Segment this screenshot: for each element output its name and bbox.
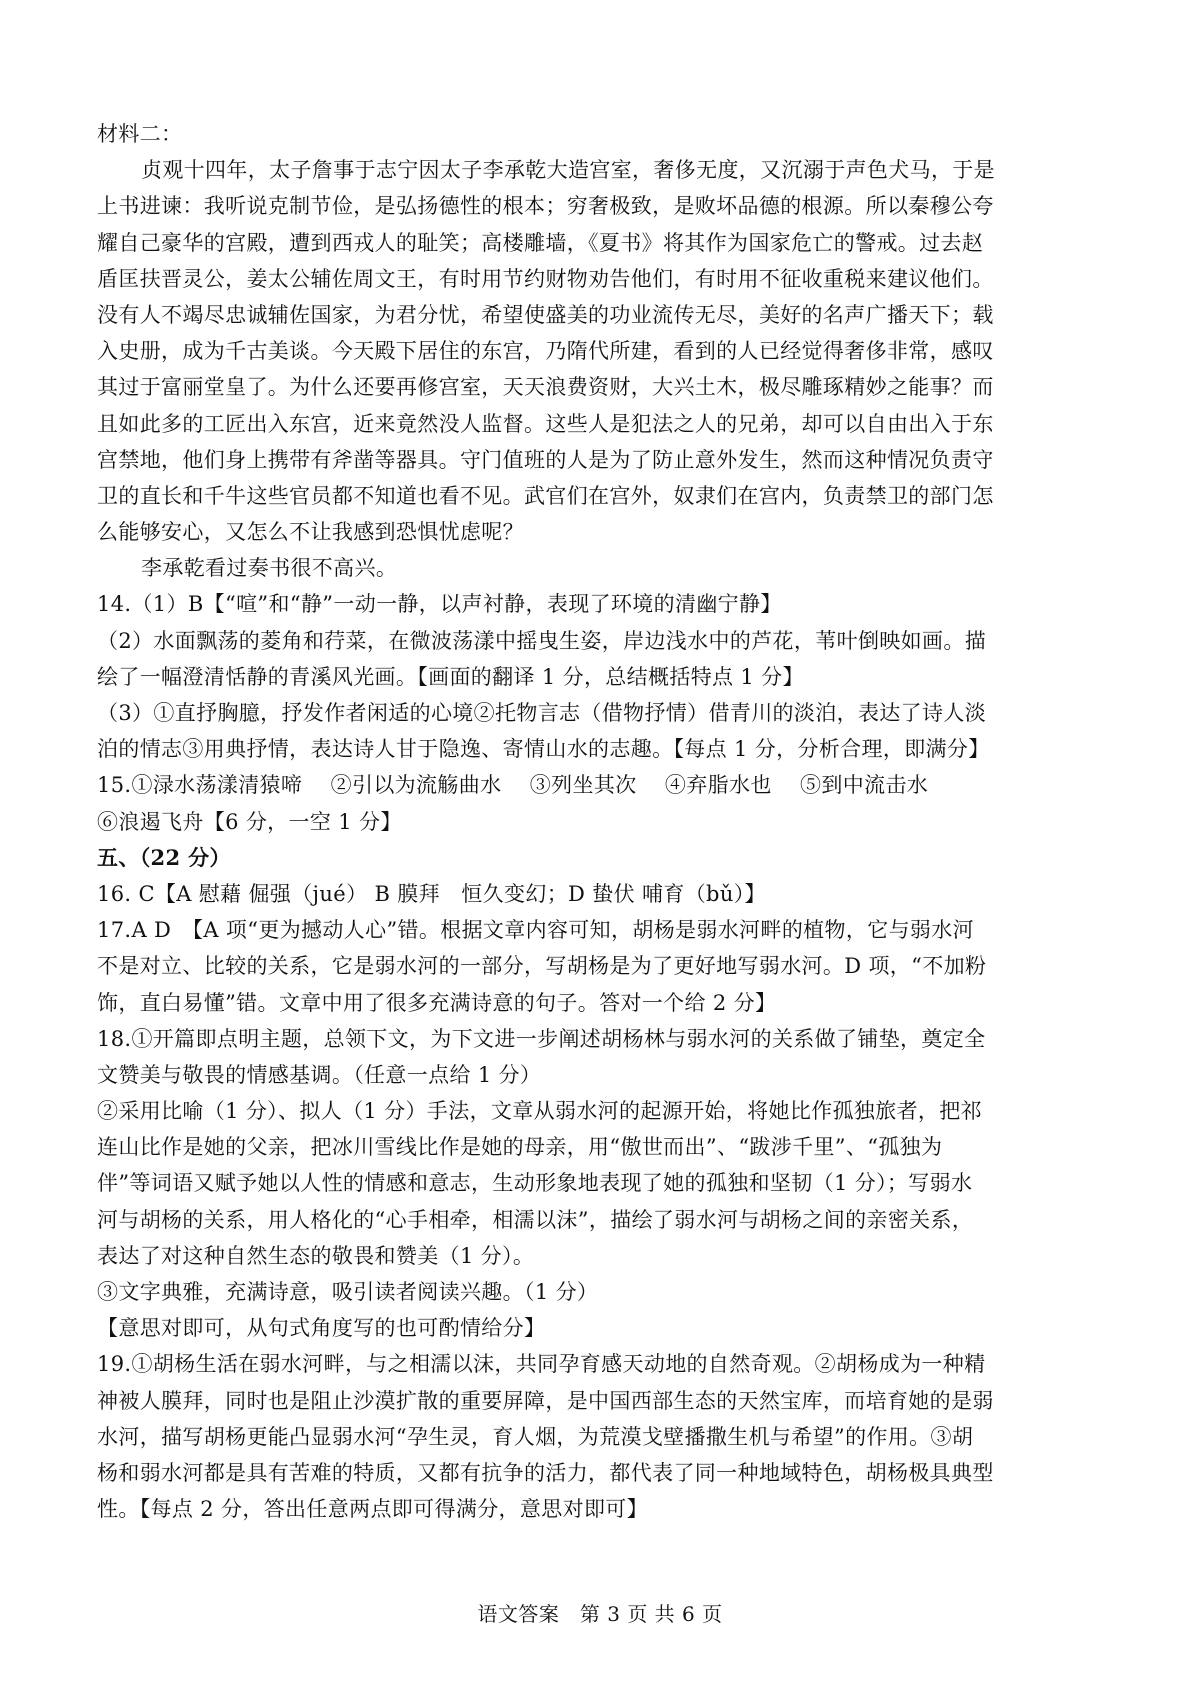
q18-answer-line: 河与胡杨的关系，用人格化的“心手相牵，相濡以沫”，描绘了弱水河与胡杨之间的亲密关系，: [97, 1207, 974, 1232]
material-two-line: 盾匡扶晋灵公，姜太公辅佐周文王，有时用节约财物劝告他们，有时用不征收重税来建议他们。: [97, 266, 994, 291]
q18-answer-line: 18.①开篇即点明主题，总领下文，为下文进一步阐述胡杨林与弱水河的关系做了铺垫，奠定全: [97, 1026, 986, 1051]
q18-answer-line: 表达了对这种自然生态的敬畏和赞美（1 分）。: [97, 1243, 535, 1268]
q17-answer-line: 饰，直白易懂”错。文章中用了很多充满诗意的句子。答对一个给 2 分】: [97, 990, 777, 1015]
q19-answer-line: 性。【每点 2 分，答出任意两点即可得满分，意思对即可】: [97, 1497, 649, 1522]
material-two-line: 耀自己豪华的宫殿，遭到西戎人的耻笑；高楼雕墙，《夏书》将其作为国家危亡的警戒。过去赵: [97, 230, 984, 255]
q18-answer-line: 文赞美与敬畏的情感基调。（任意一点给 1 分）: [97, 1062, 542, 1087]
q18-answer-line: 【意思对即可，从句式角度写的也可酌情给分】: [97, 1316, 546, 1341]
material-two-line: 入史册，成为千古美谈。今天殿下居住的东宫，乃隋代所建，看到的人已经觉得奢侈非常，感叹: [97, 339, 994, 364]
q19-answer-line: 水河，描写胡杨更能凸显弱水河“孕生灵，育人烟，为荒漠戈壁播撒生机与希望”的作用。③胡: [97, 1424, 974, 1449]
answer-content: [97, 116, 1105, 1527]
q19-answer-line: 19.①胡杨生活在弱水河畔，与之相濡以沫，共同孕育感天动地的自然奇观。②胡杨成为一种精: [97, 1352, 986, 1377]
material-two-line: 没有人不竭尽忠诚辅佐国家，为君分忧，希望使盛美的功业流传无尽，美好的名声广播天下；载: [97, 302, 994, 327]
q18-answer-line: 连山比作是她的父亲，把冰川雪线比作是她的母亲，用“傲世而出”、“跋涉千里”、“孤独为: [97, 1135, 943, 1160]
page-footer: 语文答案 第 3 页 共 6 页: [477, 1602, 723, 1626]
q18-answer-line: ③文字典雅，充满诗意，吸引读者阅读兴趣。（1 分）: [97, 1280, 599, 1304]
q14-answer-line: 14.（1）B【“喧”和“静”一动一静，以声衬静，表现了环境的清幽宁静】: [97, 592, 782, 617]
material-two-line: 宫禁地，他们身上携带有斧凿等器具。守门值班的人是为了防止意外发生，然而这种情况负责守: [97, 447, 994, 472]
q17-answer-line: 不是对立、比较的关系，它是弱水河的一部分，写胡杨是为了更好地写弱水河。D 项，“不加粉: [97, 954, 987, 979]
section-five-heading: 五、（22 分）: [97, 844, 231, 870]
material-two-line: 卫的直长和千牛这些官员都不知道也看不见。武官们在宫外，奴隶们在宫内，负责禁卫的部门怎: [97, 483, 994, 508]
q15-answer-line: 15.①渌水荡漾清猿啼 ②引以为流觞曲水 ③列坐其次 ④弃脂水也 ⑤到中流击水: [97, 773, 929, 798]
q14-answer-line: 泊的情志③用典抒情，表达诗人甘于隐逸、寄情山水的志趣。【每点 1 分，分析合理，即满分】: [97, 737, 990, 762]
q18-answer-line: ②采用比喻（1 分）、拟人（1 分）手法，文章从弱水河的起源开始，将她比作孤独旅者，把祁: [97, 1099, 982, 1124]
material-two-line: 贞观十四年，太子詹事于志宁因太子李承乾大造宫室，奢侈无度，又沉溺于声色犬马，于是: [141, 158, 995, 183]
q14-answer-line: 绘了一幅澄清恬静的青溪风光画。【画面的翻译 1 分，总结概括特点 1 分】: [97, 664, 804, 689]
material-two-heading: 材料二：: [97, 122, 183, 146]
material-two-line: 么能够安心，又怎么不让我感到恐惧忧虑呢？: [97, 520, 524, 545]
material-two-closing: 李承乾看过奏书很不高兴。: [141, 556, 398, 581]
q18-answer-line: 伴”等词语又赋予她以人性的情感和意志，生动形象地表现了她的孤独和坚韧（1 分）；写弱水: [97, 1171, 973, 1196]
q19-answer-line: 杨和弱水河都是具有苦难的特质，又都有抗争的活力，都代表了同一种地域特色，胡杨极具典型: [97, 1460, 994, 1485]
q16-answer-line: 16. C【A 慰藉 倔强（jué） B 膜拜 恒久变幻；D 蛰伏 哺育（bǔ）】: [97, 881, 766, 906]
material-two-line: 且如此多的工匠出入东宫，近来竟然没人监督。这些人是犯法之人的兄弟，却可以自由出入于东: [97, 411, 994, 436]
q14-answer-line: （2）水面飘荡的菱角和荇菜，在微波荡漾中摇曳生姿，岸边浅水中的芦花，苇叶倒映如画。描: [97, 628, 987, 653]
q15-answer-line: ⑥浪遏飞舟【6 分，一空 1 分】: [97, 809, 402, 834]
q19-answer-line: 神被人膜拜，同时也是阻止沙漠扩散的重要屏障，是中国西部生态的天然宝库，而培育她的是弱: [97, 1388, 994, 1413]
q14-answer-line: （3）①直抒胸臆，抒发作者闲适的心境②托物言志（借物抒情）借青川的淡泊，表达了诗人淡: [97, 701, 987, 725]
material-two-line: 其过于富丽堂皇了。为什么还要再修宫室，天天浪费资财，大兴土木，极尽雕琢精妙之能事？而: [97, 375, 994, 400]
q17-answer-line: 17.A D 【A 项“更为撼动人心”错。根据文章内容可知，胡杨是弱水河畔的植物，它与弱水河: [97, 918, 974, 943]
material-two-line: 上书进谏：我听说克制节俭，是弘扬德性的根本；穷奢极致，是败坏品德的根源。所以秦穆公夸: [97, 194, 994, 219]
